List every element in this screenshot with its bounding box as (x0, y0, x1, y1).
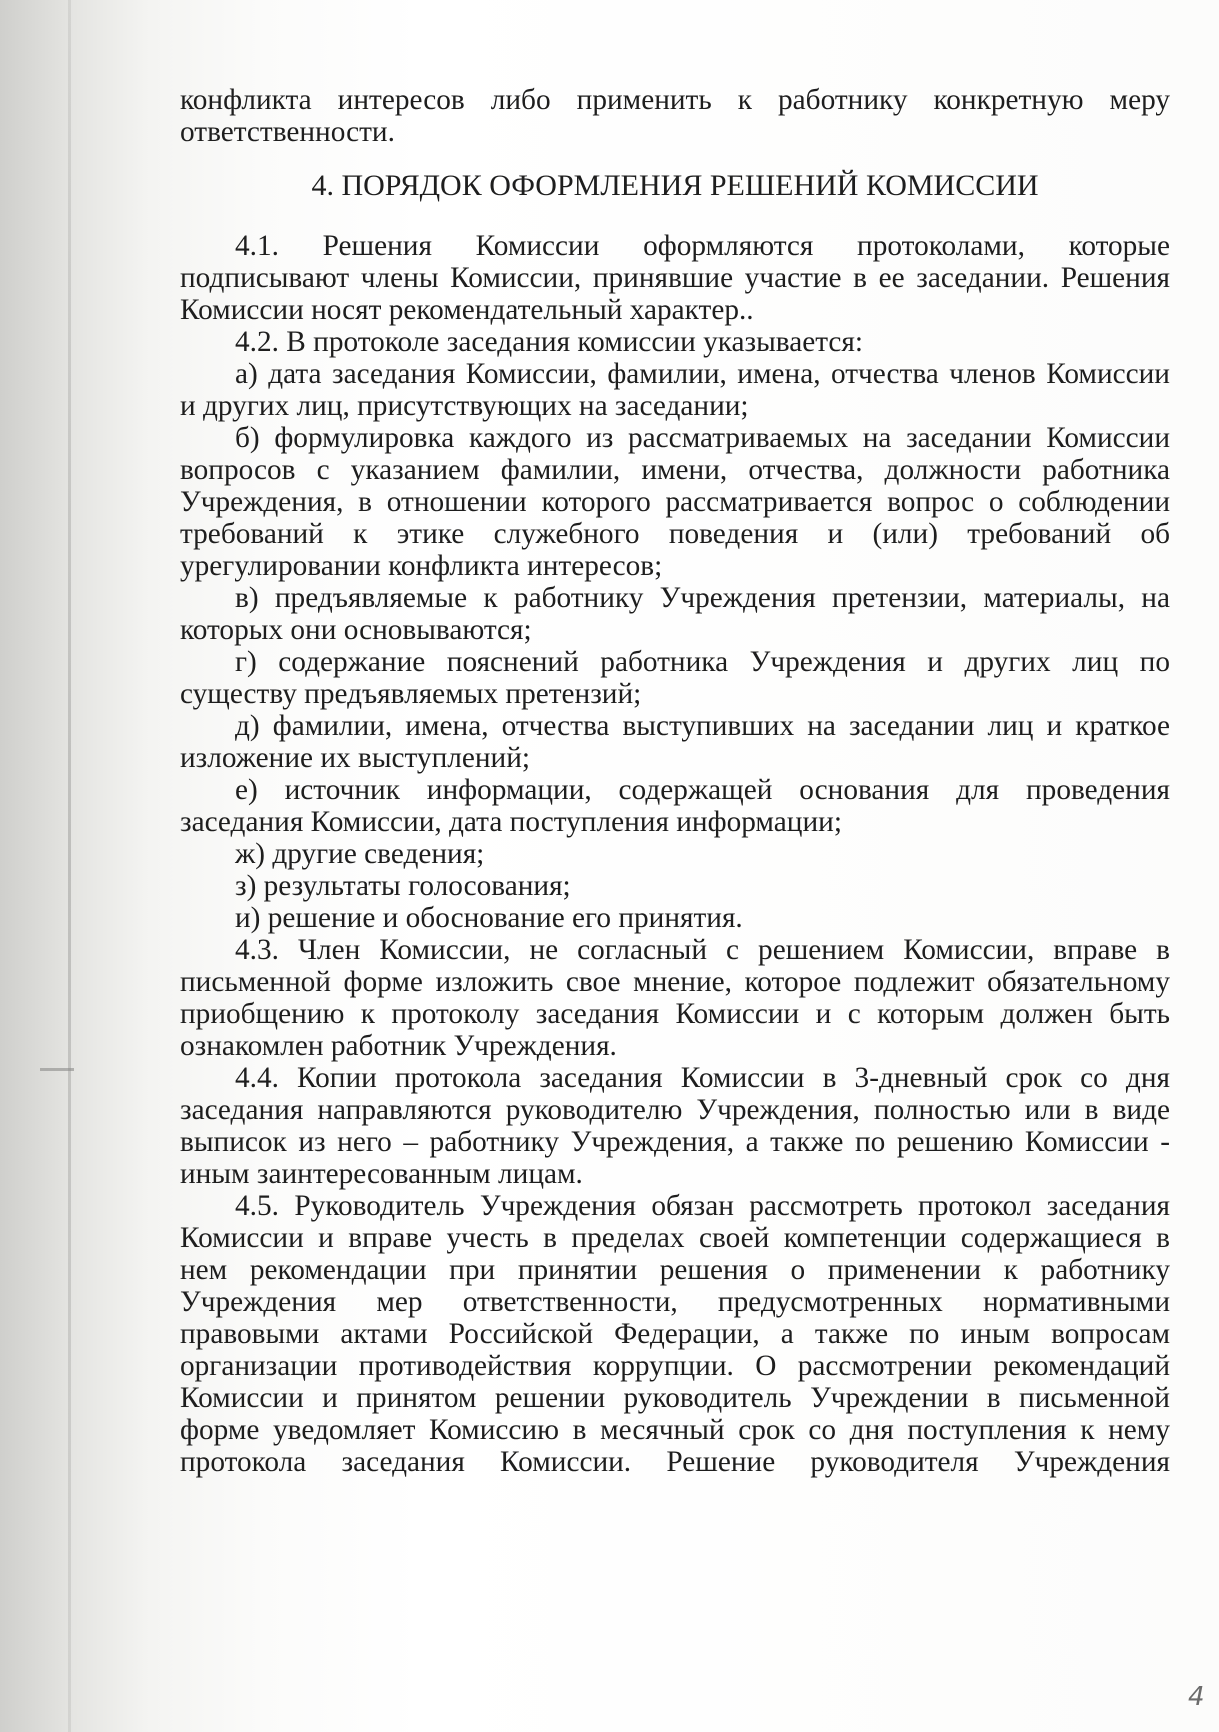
list-item-b-line: требований к этике служебного поведения и (или) требований об (180, 518, 1170, 550)
intro-line: ответственности. (180, 116, 395, 148)
paragraph-4-5-line: 4.5. Руководитель Учреждения обязан рассмотреть протокол заседания (235, 1190, 1170, 1222)
binding-shadow (68, 0, 71, 1732)
list-item-b-line: б) формулировка каждого из рассматриваемых на заседании Комиссии (235, 422, 1170, 454)
page-number: 4 (1188, 1682, 1205, 1712)
list-item-z: з) результаты голосования; (235, 870, 571, 902)
paragraph-4-3-line: письменной форме изложить свое мнение, которое подлежит обязательному (180, 966, 1170, 998)
paragraph-4-4-line: заседания направляются руководителю Учреждения, полностью или в виде (180, 1094, 1170, 1126)
paragraph-4-5-line: форме уведомляет Комиссию в месячный срок со дня поступления к нему (180, 1414, 1170, 1446)
paragraph-4-5-line: Учреждения мер ответственности, предусмотренных нормативными (180, 1286, 1170, 1318)
paragraph-4-1-line: подписывают члены Комиссии, принявшие участие в ее заседании. Решения (180, 262, 1170, 294)
paragraph-4-1-line: Комиссии носят рекомендательный характер.. (180, 294, 754, 326)
list-item-d-line: д) фамилии, имена, отчества выступивших на заседании лиц и краткое (235, 710, 1170, 742)
list-item-b-line: Учреждения, в отношении которого рассматривается вопрос о соблюдении (180, 486, 1170, 518)
paragraph-4-4-line: 4.4. Копии протокола заседания Комиссии в 3-дневный срок со дня (235, 1062, 1170, 1094)
list-item-e-line: заседания Комиссии, дата поступления информации; (180, 806, 842, 838)
paragraph-4-3-line: ознакомлен работник Учреждения. (180, 1030, 617, 1062)
list-item-zh: ж) другие сведения; (235, 838, 485, 870)
list-item-v-line: в) предъявляемые к работнику Учреждения претензии, материалы, на (235, 582, 1170, 614)
paragraph-4-3-line: приобщению к протоколу заседания Комиссии и с которым должен быть (180, 998, 1170, 1030)
fold-mark (40, 1068, 74, 1071)
paragraph-4-3-line: 4.3. Член Комиссии, не согласный с решением Комиссии, вправе в (235, 934, 1170, 966)
paragraph-4-5-line: протокола заседания Комиссии. Решение руководителя Учреждения (180, 1446, 1170, 1478)
paragraph-4-4-line: выписок из него – работнику Учреждения, а также по решению Комиссии - (180, 1126, 1170, 1158)
paragraph-4-5-line: Комиссии и вправе учесть в пределах своей компетенции содержащиеся в (180, 1222, 1170, 1254)
paragraph-4-1-line: 4.1. Решения Комиссии оформляются протоколами, которые (235, 230, 1170, 262)
list-item-g-line: существу предъявляемых претензий; (180, 678, 642, 710)
list-item-a-line: а) дата заседания Комиссии, фамилии, имена, отчества членов Комиссии (235, 358, 1170, 390)
list-item-e-line: е) источник информации, содержащей основания для проведения (235, 774, 1170, 806)
paragraph-4-4-line: иным заинтересованным лицам. (180, 1158, 583, 1190)
list-item-g-line: г) содержание пояснений работника Учреждения и других лиц по (235, 646, 1170, 678)
list-item-i: и) решение и обоснование его принятия. (235, 902, 743, 934)
list-item-a-line: и других лиц, присутствующих на заседании; (180, 390, 749, 422)
list-item-v-line: которых они основываются; (180, 614, 532, 646)
paragraph-4-5-line: организации противодействия коррупции. О рассмотрении рекомендаций (180, 1350, 1170, 1382)
list-item-b-line: урегулировании конфликта интересов; (180, 550, 663, 582)
paragraph-4-5-line: нем рекомендации при принятии решения о применении к работнику (180, 1254, 1170, 1286)
intro-line: конфликта интересов либо применить к работнику конкретную меру (180, 84, 1170, 116)
paragraph-4-5-line: правовыми актами Российской Федерации, а также по иным вопросам (180, 1318, 1170, 1350)
paragraph-4-5-line: Комиссии и принятом решении руководитель Учреждении в письменной (180, 1382, 1170, 1414)
document-body (180, 84, 1170, 1478)
paragraph-4-2: 4.2. В протоколе заседания комиссии указывается: (235, 326, 864, 358)
list-item-b-line: вопросов с указанием фамилии, имени, отчества, должности работника (180, 454, 1170, 486)
list-item-d-line: изложение их выступлений; (180, 742, 531, 774)
section-heading: 4. ПОРЯДОК ОФОРМЛЕНИЯ РЕШЕНИЙ КОМИССИИ (311, 169, 1039, 202)
